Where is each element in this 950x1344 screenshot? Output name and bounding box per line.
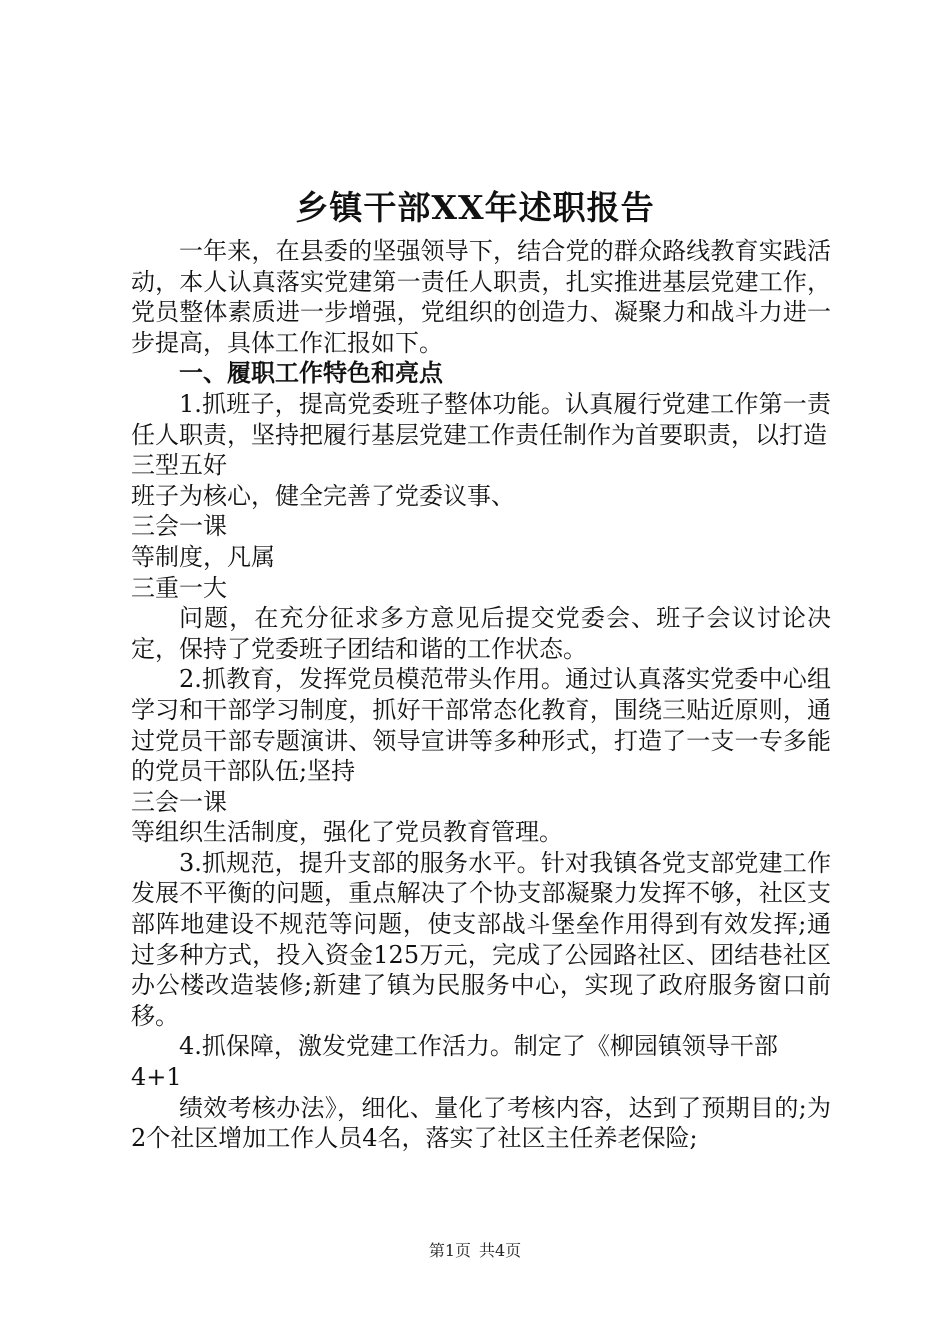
document-body <box>131 236 831 1154</box>
body-paragraph: 4.抓保障，激发党建工作活力。制定了《柳园镇领导干部 <box>179 1032 778 1061</box>
body-paragraph: 绩效考核办法》，细化、量化了考核内容，达到了预期目的;为2个社区增加工作人员4名，落实了社区主任养老保险; <box>131 1093 831 1153</box>
body-paragraph: 问题，在充分征求多方意见后提交党委会、班子会议讨论决定，保持了党委班子团结和谐的工作状态。 <box>131 604 831 663</box>
body-fragment: 班子为核心，健全完善了党委议事、 <box>131 481 515 510</box>
body-fragment: 4+1 <box>131 1063 182 1092</box>
body-fragment: 三型五好 <box>131 451 227 480</box>
body-fragment: 等制度，凡属 <box>131 542 275 571</box>
body-fragment: 三重一大 <box>131 573 227 602</box>
body-paragraph: 2.抓教育，发挥党员模范带头作用。通过认真落实党委中心组学习和干部学习制度，抓好干部常态化教育，围绕三贴近原则，通过党员干部专题演讲、领导宣讲等多种形式，打造了一支一专多能的党员干部队伍;坚持 <box>131 665 831 786</box>
body-fragment: 三会一课 <box>131 512 227 541</box>
page-footer <box>0 1240 950 1262</box>
body-paragraph: 3.抓规范，提升支部的服务水平。针对我镇各党支部党建工作发展不平衡的问题，重点解决了个协支部凝聚力发挥不够，社区支部阵地建设不规范等问题，使支部战斗堡垒作用得到有效发挥;通过多种方式，投入资金125万元，完成了公园路社区、团结巷社区办公楼改造装修;新建了镇为民服务中心，实现了政府服务窗口前移。 <box>131 848 831 1030</box>
body-fragment: 三会一课 <box>131 787 227 816</box>
page-number: 第1页 <box>428 1241 471 1260</box>
page-total: 共4页 <box>479 1241 522 1260</box>
body-paragraph: 1.抓班子，提高党委班子整体功能。认真履行党建工作第一责任人职责，坚持把履行基层党建工作责任制作为首要职责，以打造 <box>131 389 831 449</box>
document-title: 乡镇干部XX年述职报告 <box>295 188 655 227</box>
section-heading: 一、履职工作特色和亮点 <box>179 359 443 388</box>
intro-paragraph: 一年来，在县委的坚强领导下，结合党的群众路线教育实践活动，本人认真落实党建第一责任人职责，扎实推进基层党建工作，党员整体素质进一步增强，党组织的创造力、凝聚力和战斗力进一步提高，具体工作汇报如下。 <box>131 237 831 357</box>
body-fragment: 等组织生活制度，强化了党员教育管理。 <box>131 818 563 847</box>
